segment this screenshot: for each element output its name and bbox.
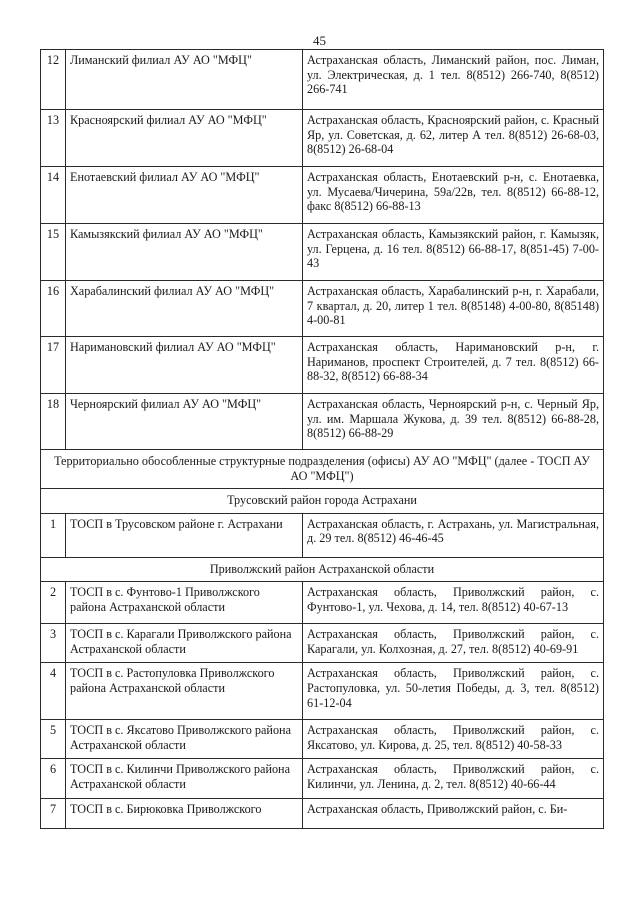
office-name: ТОСП в с. Фунтово-1 Приволжского района Астраханской области [66, 582, 303, 624]
section-heading-row [41, 489, 604, 514]
row-number: 6 [41, 759, 66, 799]
office-name: Камызякский филиал АУ АО "МФЦ" [66, 224, 303, 281]
row-number: 1 [41, 513, 66, 557]
office-address: Астраханская область, г. Астрахань, ул. Магистральная, д. 29 тел. 8(8512) 46-46-45 [303, 513, 604, 557]
office-address: Астраханская область, Приволжский район, с. Яксатово, ул. Кирова, д. 25, тел. 8(8512) 40-58-33 [303, 720, 604, 759]
office-address: Астраханская область, Черноярский р-н, с. Черный Яр, ул. им. Маршала Жукова, д. 39 тел. 8(8512) 66-88-28, 8(8512) 66-88-29 [303, 394, 604, 450]
office-name: ТОСП в с. Растопуловка Приволжского района Астраханской области [66, 663, 303, 720]
office-name: ТОСП в Трусовском районе г. Астрахани [66, 513, 303, 557]
table-row [41, 582, 604, 624]
row-number: 12 [41, 50, 66, 110]
tosp-heading: Территориально обособленные структурные подразделения (офисы) АУ АО "МФЦ" (далее - ТОСП АУ АО "МФЦ") [41, 450, 604, 489]
office-name: Енотаевский филиал АУ АО "МФЦ" [66, 167, 303, 224]
row-number: 2 [41, 582, 66, 624]
table-row [41, 759, 604, 799]
table-row [41, 663, 604, 720]
row-number: 18 [41, 394, 66, 450]
office-address: Астраханская область, Приволжский район, с. Карагали, ул. Колхозная, д. 27, тел. 8(8512) 40-69-91 [303, 624, 604, 663]
office-address: Астраханская область, Приволжский район, с. Фунтово-1, ул. Чехова, д. 14, тел. 8(8512) 40-67-13 [303, 582, 604, 624]
office-name: Наримановский филиал АУ АО "МФЦ" [66, 337, 303, 394]
table-row [41, 167, 604, 224]
office-name: Харабалинский филиал АУ АО "МФЦ" [66, 281, 303, 337]
page-number: 45 [313, 33, 326, 48]
office-address: Астраханская область, Приволжский район, с. Растопуловка, ул. 50-летия Победы, д. 3, тел. 8(8512) 61-12-04 [303, 663, 604, 720]
table-row [41, 720, 604, 759]
offices-table [40, 49, 604, 829]
trusovsky-heading: Трусовский район города Астрахани [41, 489, 604, 514]
row-number: 15 [41, 224, 66, 281]
row-number: 13 [41, 110, 66, 167]
row-number: 4 [41, 663, 66, 720]
office-address: Астраханская область, Приволжский район, с. Би- [303, 799, 604, 829]
table-row [41, 281, 604, 337]
office-name: Красноярский филиал АУ АО "МФЦ" [66, 110, 303, 167]
table-row [41, 624, 604, 663]
row-number: 7 [41, 799, 66, 829]
table-row [41, 224, 604, 281]
section-heading-row [41, 450, 604, 489]
office-address: Астраханская область, Наримановский р-н, г. Нариманов, проспект Строителей, д. 7 тел. 8(8512) 66-88-32, 8(8512) 66-88-34 [303, 337, 604, 394]
office-address: Астраханская область, Енотаевский р-н, с. Енотаевка, ул. Мусаева/Чичерина, 59а/22в, тел. 8(8512) 66-88-12, факс 8(8512) 66-88-13 [303, 167, 604, 224]
table-row [41, 337, 604, 394]
section-heading-row [41, 557, 604, 582]
table-row [41, 513, 604, 557]
privolzhsky-heading: Приволжский район Астраханской области [41, 557, 604, 582]
office-address: Астраханская область, Камызякский район, г. Камызяк, ул. Герцена, д. 16 тел. 8(8512) 66-88-17, 8(851-45) 7-00-43 [303, 224, 604, 281]
office-name: ТОСП в с. Яксатово Приволжского района Астраханской области [66, 720, 303, 759]
office-address: Астраханская область, Приволжский район, с. Килинчи, ул. Ленина, д. 2, тел. 8(8512) 40-66-44 [303, 759, 604, 799]
row-number: 5 [41, 720, 66, 759]
table-row [41, 50, 604, 110]
office-address: Астраханская область, Лиманский район, пос. Лиман, ул. Электрическая, д. 1 тел. 8(8512) 266-740, 8(8512) 266-741 [303, 50, 604, 110]
row-number: 17 [41, 337, 66, 394]
table-row [41, 799, 604, 829]
office-name: ТОСП в с. Килинчи Приволжского района Астраханской области [66, 759, 303, 799]
row-number: 16 [41, 281, 66, 337]
row-number: 14 [41, 167, 66, 224]
office-name: ТОСП в с. Карагали Приволжского района Астраханской области [66, 624, 303, 663]
row-number: 3 [41, 624, 66, 663]
table-row [41, 394, 604, 450]
office-address: Астраханская область, Красноярский район, с. Красный Яр, ул. Советская, д. 62, литер А тел. 8(8512) 26-68-03, 8(8512) 26-68-04 [303, 110, 604, 167]
office-address: Астраханская область, Харабалинский р-н, г. Харабали, 7 квартал, д. 20, литер 1 тел. 8(85148) 4-00-80, 8(85148) 4-00-81 [303, 281, 604, 337]
office-name: Лиманский филиал АУ АО "МФЦ" [66, 50, 303, 110]
table-row [41, 110, 604, 167]
office-name: ТОСП в с. Бирюковка Приволжского [66, 799, 303, 829]
office-name: Черноярский филиал АУ АО "МФЦ" [66, 394, 303, 450]
